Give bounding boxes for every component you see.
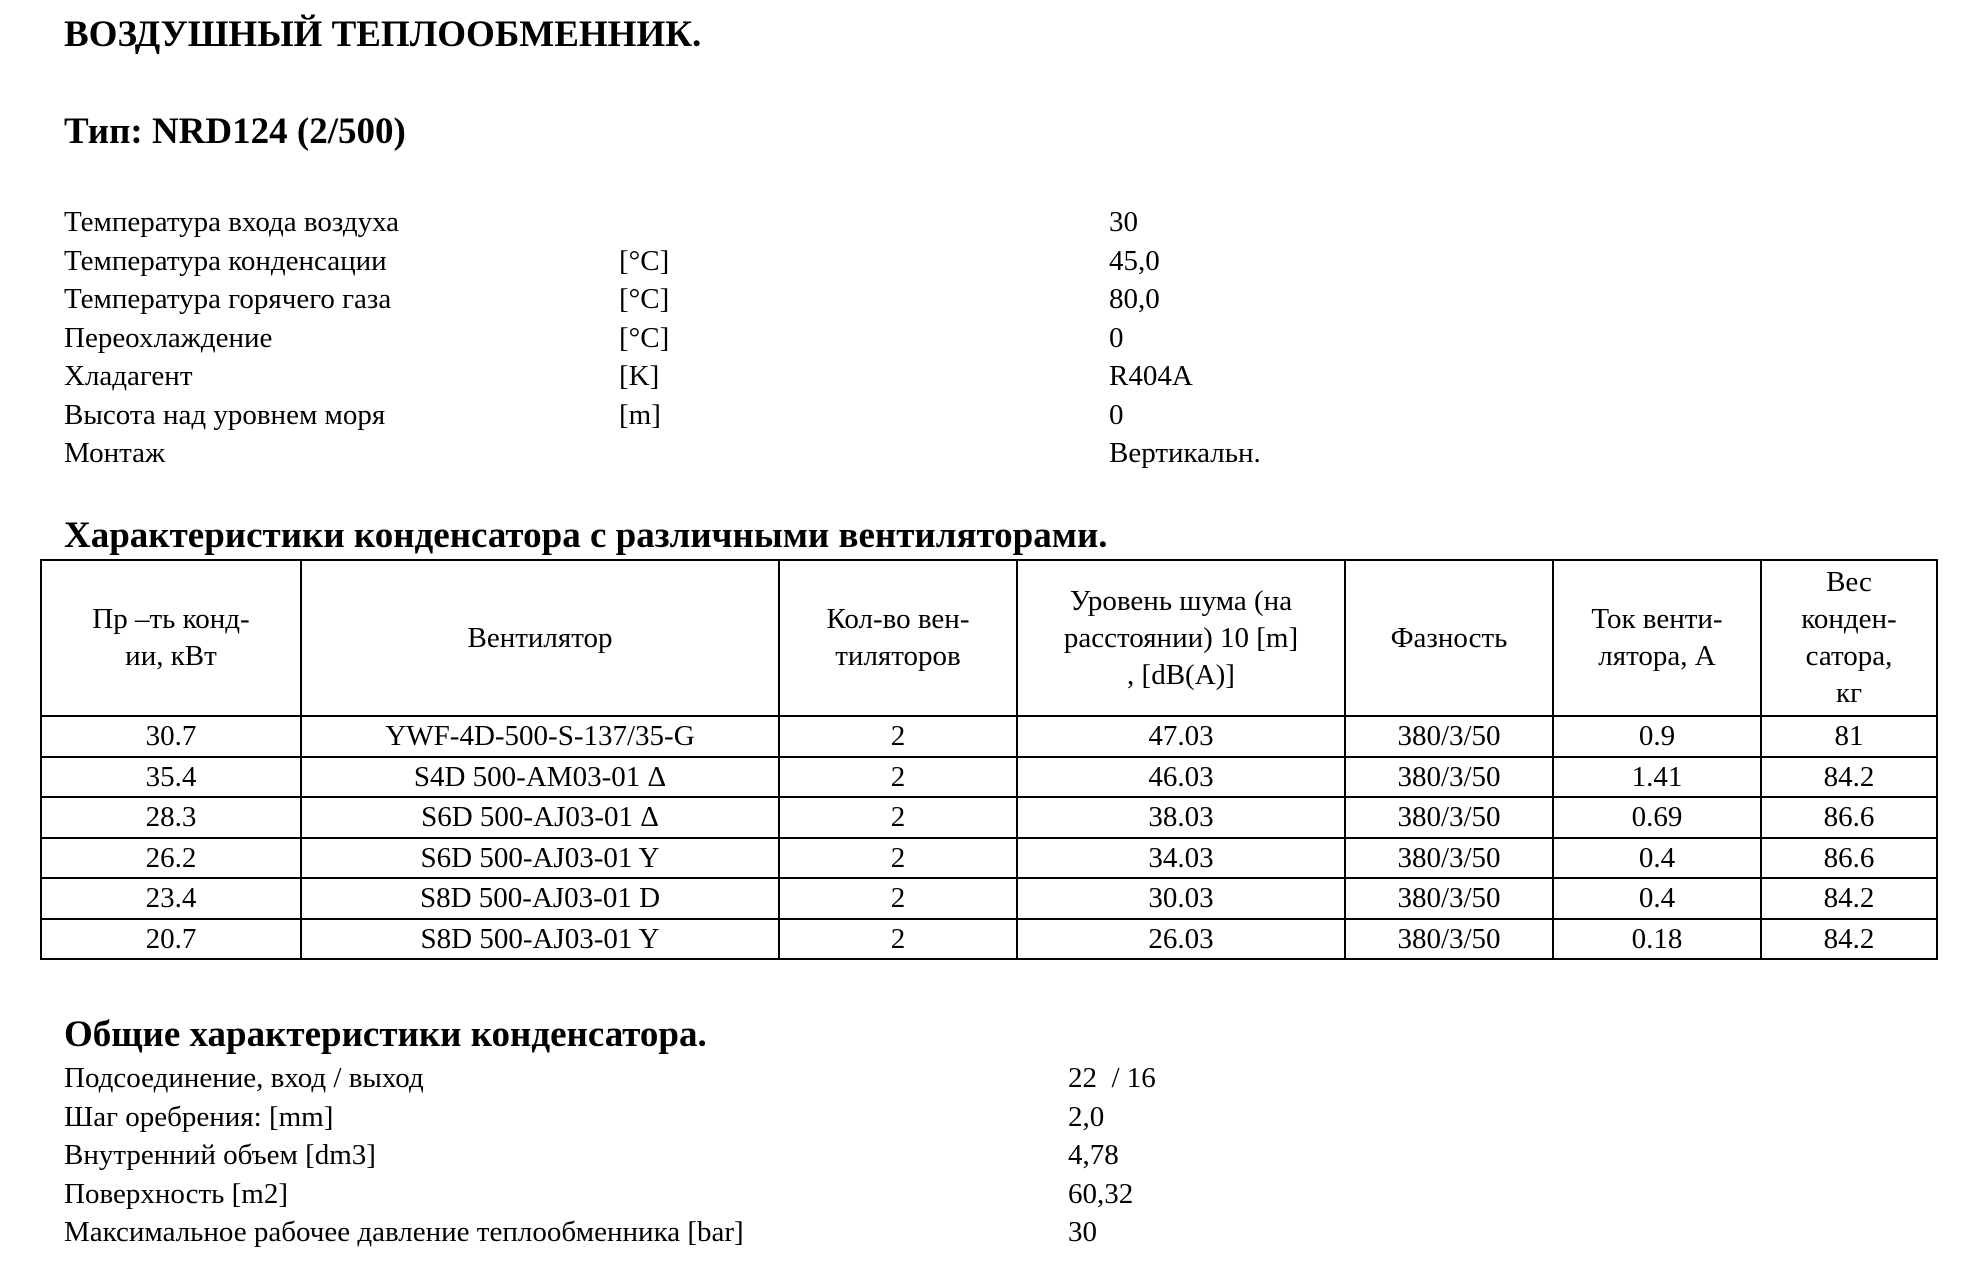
param-row [64,396,1764,435]
cell-fan-count: 2 [779,838,1017,879]
cell-capacity: 23.4 [41,878,301,919]
param-unit: [°C] [619,321,670,354]
table-row [41,919,1937,960]
header-fan-current: Ток венти- лятора, А [1553,560,1761,716]
general-row [64,1059,1764,1098]
param-unit: [°C] [619,283,670,315]
general-label: Шаг оребрения: [mm] [64,1100,334,1133]
param-row [64,319,1764,358]
header-phase: Фазность [1345,560,1553,716]
cell-phase: 380/3/50 [1345,838,1553,879]
cell-phase: 380/3/50 [1345,757,1553,798]
cell-fan: YWF-4D-500-S-137/35-G [301,716,779,757]
general-label: Максимальное рабочее давление теплообменника [bar] [64,1216,744,1248]
param-label: Высота над уровнем моря [64,398,386,431]
table-row [41,797,1937,838]
general-row [64,1213,1764,1252]
cell-weight: 86.6 [1761,797,1937,838]
general-row [64,1175,1764,1214]
cell-weight: 84.2 [1761,757,1937,798]
param-value: 80,0 [1109,283,1160,315]
header-fan: Вентилятор [301,560,779,716]
cell-fan-count: 2 [779,757,1017,798]
param-value: 45,0 [1109,244,1160,277]
header-weight: Вес конден- сатора, кг [1761,560,1937,716]
general-list [64,1059,1764,1252]
general-value: 60,32 [1068,1177,1134,1210]
cell-capacity: 35.4 [41,757,301,798]
param-row [64,434,1764,473]
param-label: Монтаж [64,437,166,469]
param-label: Температура горячего газа [64,283,392,315]
param-label: Температура входа воздуха [64,206,400,238]
cell-fan-count: 2 [779,797,1017,838]
table-row [41,716,1937,757]
param-unit: [°C] [619,244,670,277]
cell-noise: 30.03 [1017,878,1345,919]
param-value: 0 [1109,321,1124,354]
cell-phase: 380/3/50 [1345,919,1553,960]
table-header-row [41,560,1937,716]
param-row [64,203,1764,242]
general-row [64,1136,1764,1175]
table-row [41,757,1937,798]
header-fan-count: Кол-во вен- тиляторов [779,560,1017,716]
cell-fan-count: 2 [779,878,1017,919]
cell-fan-count: 2 [779,919,1017,960]
cell-noise: 38.03 [1017,797,1345,838]
cell-weight: 86.6 [1761,838,1937,879]
param-unit: [m] [619,398,661,431]
header-capacity: Пр –ть конд- ии, кВт [41,560,301,716]
param-value: R404A [1109,360,1193,392]
param-value: Вертикальн. [1109,437,1261,469]
cell-capacity: 30.7 [41,716,301,757]
parameters-list [64,203,1764,473]
cell-capacity: 20.7 [41,919,301,960]
cell-fan-current: 0.4 [1553,838,1761,879]
general-value: 30 [1068,1216,1097,1248]
table-row [41,878,1937,919]
general-value: 22 / 16 [1068,1062,1156,1094]
cell-fan: S8D 500-AJ03-01 Y [301,919,779,960]
cell-fan: S4D 500-AM03-01 Δ [301,757,779,798]
param-row [64,357,1764,396]
cell-noise: 34.03 [1017,838,1345,879]
param-row [64,280,1764,319]
general-row [64,1098,1764,1137]
cell-fan: S6D 500-AJ03-01 Δ [301,797,779,838]
general-label: Поверхность [m2] [64,1177,288,1210]
cell-capacity: 28.3 [41,797,301,838]
cell-phase: 380/3/50 [1345,878,1553,919]
cell-fan-current: 0.18 [1553,919,1761,960]
general-label: Внутренний объем [dm3] [64,1139,376,1171]
cell-phase: 380/3/50 [1345,797,1553,838]
fans-section-title: Характеристики конденсатора с различными вентиляторами. [64,515,1108,556]
param-label: Температура конденсации [64,244,387,277]
param-unit: [K] [619,360,660,392]
cell-noise: 46.03 [1017,757,1345,798]
cell-phase: 380/3/50 [1345,716,1553,757]
cell-fan-count: 2 [779,716,1017,757]
general-value: 4,78 [1068,1139,1119,1171]
general-value: 2,0 [1068,1100,1105,1133]
cell-fan-current: 0.4 [1553,878,1761,919]
fans-table [40,559,1938,960]
cell-noise: 26.03 [1017,919,1345,960]
cell-weight: 81 [1761,716,1937,757]
cell-weight: 84.2 [1761,878,1937,919]
document-title: ВОЗДУШНЫЙ ТЕПЛООБМЕННИК. [64,14,702,55]
cell-fan: S8D 500-AJ03-01 D [301,878,779,919]
cell-weight: 84.2 [1761,919,1937,960]
general-section-title: Общие характеристики конденсатора. [64,1014,707,1055]
param-label: Переохлаждение [64,321,273,354]
param-row [64,242,1764,281]
type-line: Тип: NRD124 (2/500) [64,111,406,152]
table-row [41,838,1937,879]
general-label: Подсоединение, вход / выход [64,1062,424,1094]
cell-fan-current: 1.41 [1553,757,1761,798]
param-value: 0 [1109,398,1124,431]
cell-fan-current: 0.9 [1553,716,1761,757]
cell-noise: 47.03 [1017,716,1345,757]
cell-fan: S6D 500-AJ03-01 Y [301,838,779,879]
cell-capacity: 26.2 [41,838,301,879]
param-label: Хладагент [64,360,193,392]
param-value: 30 [1109,206,1138,238]
cell-fan-current: 0.69 [1553,797,1761,838]
header-noise: Уровень шума (на расстоянии) 10 [m] , [dB(A)] [1017,560,1345,716]
